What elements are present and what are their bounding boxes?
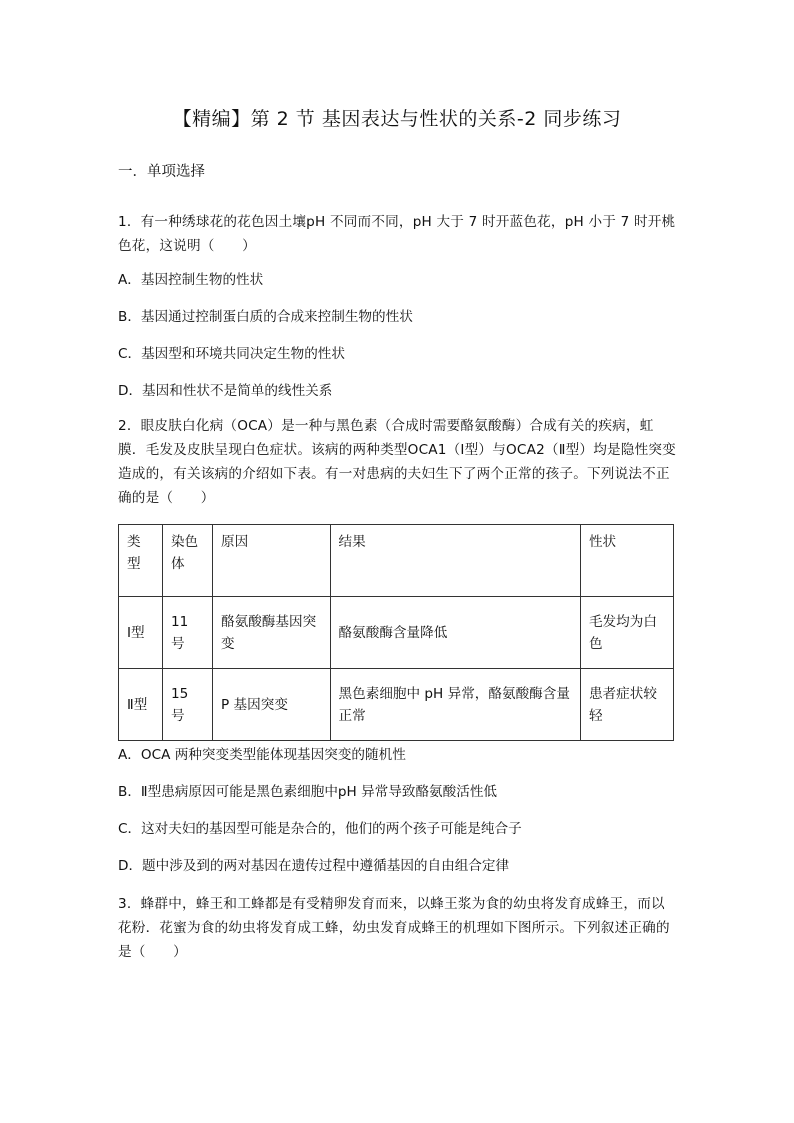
table-header-row <box>119 525 674 597</box>
question-2-option-c: C．这对夫妇的基因型可能是杂合的，他们的两个孩子可能是纯合子 <box>118 821 522 837</box>
table-cell: 酪氨酸酶含量降低 <box>330 597 580 669</box>
question-1-option-c: C．基因型和环境共同决定生物的性状 <box>118 346 345 362</box>
oca-table <box>118 524 674 741</box>
section-heading: 一．单项选择 <box>118 164 205 180</box>
table-header-cell: 结果 <box>330 525 580 597</box>
table-header-cell: 原因 <box>213 525 331 597</box>
table-row <box>119 669 674 741</box>
table-header-cell: 性状 <box>580 525 673 597</box>
question-2-option-b: B．Ⅱ型患病原因可能是黑色素细胞中pH 异常导致酪氨酸活性低 <box>118 784 498 800</box>
table-cell: Ⅱ型 <box>119 669 163 741</box>
table-cell: Ⅰ型 <box>119 597 163 669</box>
table-cell: 黑色素细胞中 pH 异常，酪氨酸酶含量正常 <box>330 669 580 741</box>
question-3-stem: 3．蜂群中，蜂王和工蜂都是有受精卵发育而来，以蜂王浆为食的幼虫将发育成蜂王，而以花粉．花蜜为食的幼虫将发育成工蜂，幼虫发育成蜂王的机理如下图所示。下列叙述正确的是（ ） <box>118 896 670 960</box>
table-cell: 毛发均为白色 <box>580 597 673 669</box>
question-1-option-d: D．基因和性状不是简单的线性关系 <box>118 383 333 399</box>
question-1-option-a: A．基因控制生物的性状 <box>118 272 264 288</box>
table-cell: 酪氨酸酶基因突变 <box>213 597 331 669</box>
table-header-cell: 染色体 <box>162 525 212 597</box>
question-2-stem: 2．眼皮肤白化病（OCA）是一种与黑色素（合成时需要酪氨酸酶）合成有关的疾病，虹膜．毛发及皮肤呈现白色症状。该病的两种类型OCA1（Ⅰ型）与OCA2（Ⅱ型）均是隐性突变造成的，有关该病的介绍如下表。有一对患病的夫妇生下了两个正常的孩子。下列说法不正确的是（ ） <box>118 418 676 506</box>
page-title: 【精编】第 2 节 基因表达与性状的关系-2 同步练习 <box>172 108 622 130</box>
table-cell: 15 号 <box>162 669 212 741</box>
question-1-stem: 1．有一种绣球花的花色因土壤pH 不同而不同，pH 大于 7 时开蓝色花，pH 小于 7 时开桃色花，这说明（ ） <box>118 214 676 254</box>
question-1-option-b: B．基因通过控制蛋白质的合成来控制生物的性状 <box>118 309 413 325</box>
table-cell: P 基因突变 <box>213 669 331 741</box>
question-2-option-d: D．题中涉及到的两对基因在遗传过程中遵循基因的自由组合定律 <box>118 858 510 874</box>
table-row <box>119 597 674 669</box>
table-header-cell: 类型 <box>119 525 163 597</box>
question-2-option-a: A．OCA 两种突变类型能体现基因突变的随机性 <box>118 747 406 763</box>
table-cell: 11 号 <box>162 597 212 669</box>
table-cell: 患者症状较轻 <box>580 669 673 741</box>
